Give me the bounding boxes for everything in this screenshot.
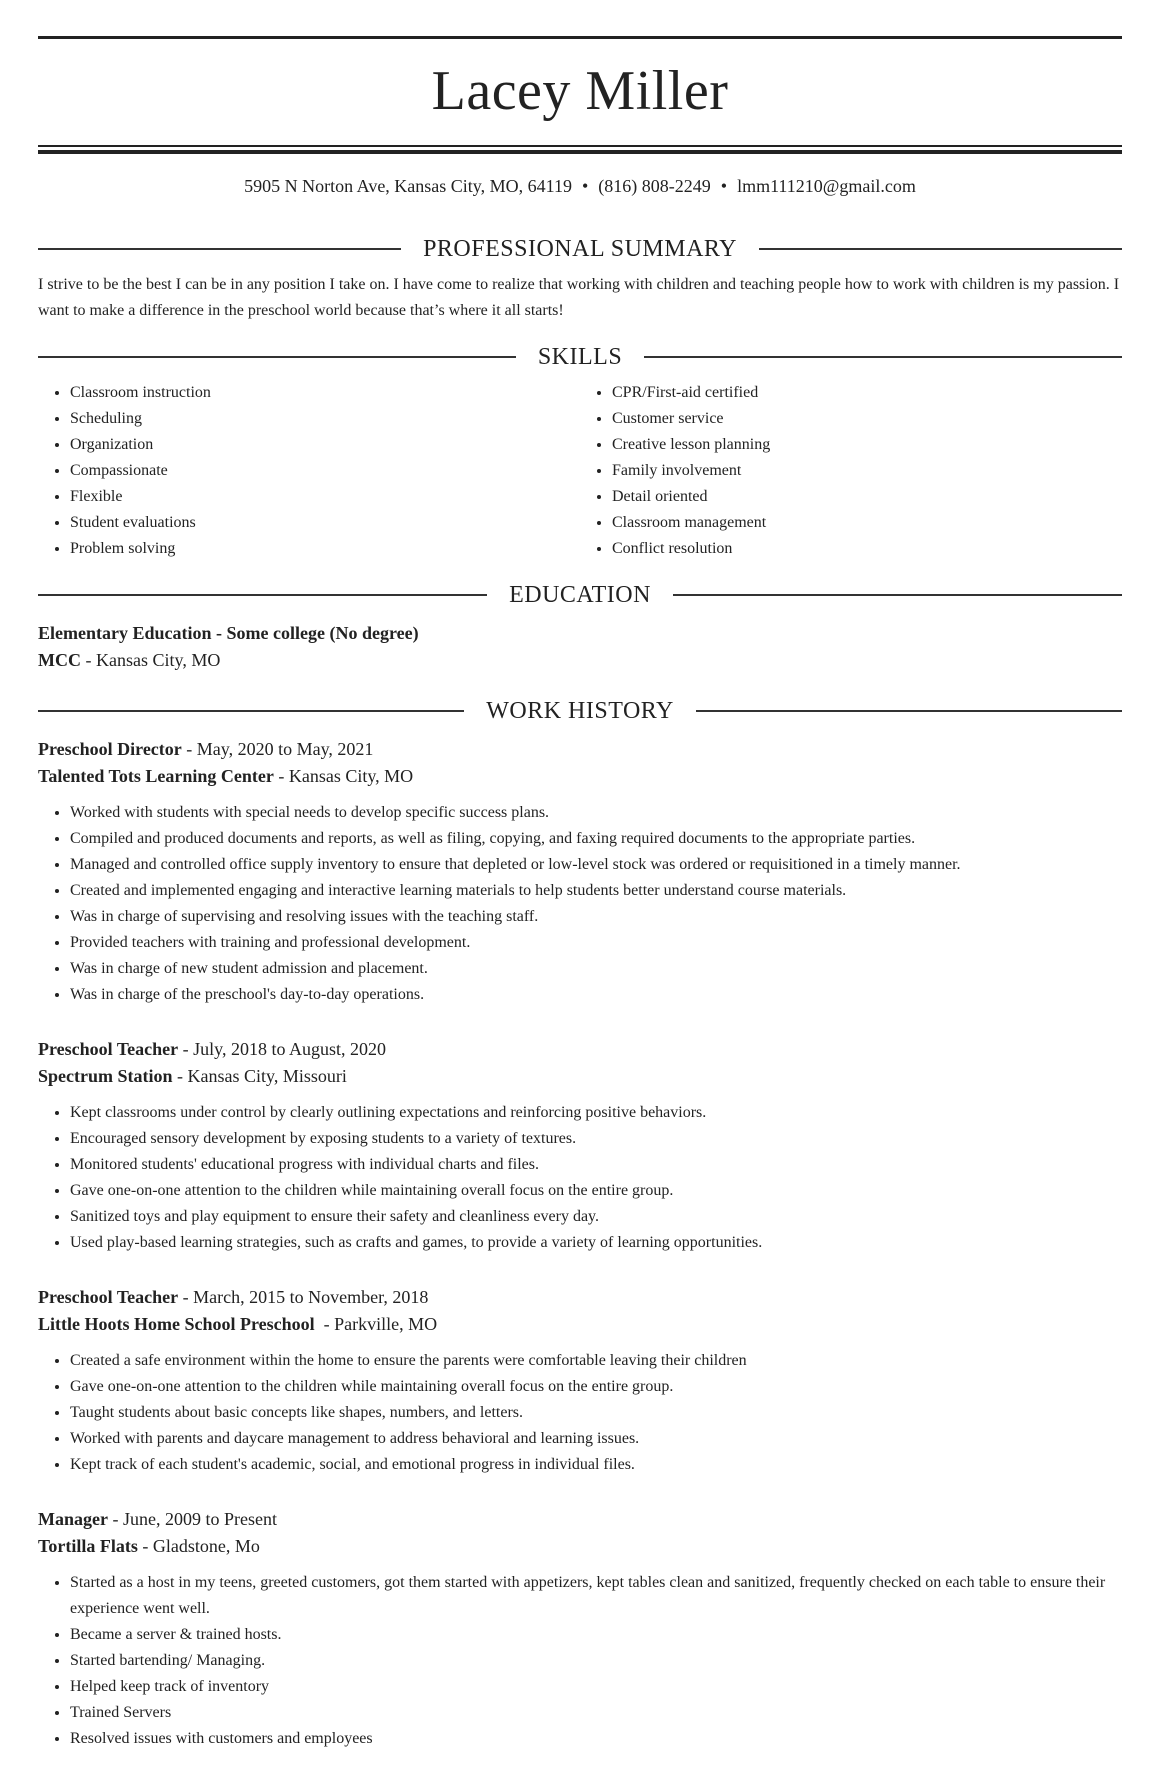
skill-item: • Customer service xyxy=(612,406,1122,432)
section-header-summary xyxy=(38,234,1122,264)
job-bullet: • Resolved issues with customers and employees xyxy=(70,1726,1122,1752)
skill-item: • Scheduling xyxy=(70,406,580,432)
contact-phone: (816) 808-2249 xyxy=(598,176,711,196)
skill-item: • Compassionate xyxy=(70,458,580,484)
contact-address: 5905 N Norton Ave, Kansas City, MO, 64119 xyxy=(244,176,572,196)
skills-column-right xyxy=(580,380,1122,562)
job-bullet: • Used play-based learning strategies, such as crafts and games, to provide a variety of learning opportunities. xyxy=(70,1230,1122,1256)
contact-separator: • xyxy=(581,176,589,196)
job-entry xyxy=(38,736,1122,1008)
job-bullet: • Worked with students with special needs to develop specific success plans. xyxy=(70,800,1122,826)
education-degree: Elementary Education - Some college (No degree) xyxy=(38,623,419,643)
job-employer-location: Little Hoots Home School Preschool - Parkville, MO xyxy=(38,1314,438,1334)
job-employer-location: Spectrum Station - Kansas City, Missouri xyxy=(38,1066,347,1086)
section-rule xyxy=(38,248,401,250)
skills-list xyxy=(38,380,1122,562)
job-role-dates: Preschool Teacher - July, 2018 to August, 2020 xyxy=(38,1039,386,1059)
job-bullet: • Started bartending/ Managing. xyxy=(70,1648,1122,1674)
job-bullet: • Became a server & trained hosts. xyxy=(70,1622,1122,1648)
section-rule xyxy=(38,710,464,712)
job-bullet: • Compiled and produced documents and reports, as well as filing, copying, and faxing required documents to the appropriate parties. xyxy=(70,826,1122,852)
education-school: MCC - Kansas City, MO xyxy=(38,650,221,670)
section-title: PROFESSIONAL SUMMARY xyxy=(423,235,737,262)
contact-info xyxy=(38,176,1122,200)
job-bullet: • Was in charge of supervising and resolving issues with the teaching staff. xyxy=(70,904,1122,930)
skill-item: • Problem solving xyxy=(70,536,580,562)
candidate-name: Lacey Miller xyxy=(431,60,729,122)
section-rule xyxy=(673,594,1122,596)
education-entry xyxy=(38,620,1122,674)
section-rule xyxy=(644,356,1122,358)
job-bullet: • Trained Servers xyxy=(70,1700,1122,1726)
job-bullet: • Monitored students' educational progress with individual charts and files. xyxy=(70,1152,1122,1178)
job-role-dates: Manager - June, 2009 to Present xyxy=(38,1509,277,1529)
section-title: EDUCATION xyxy=(509,581,651,608)
section-rule xyxy=(696,710,1122,712)
contact-separator: • xyxy=(720,176,728,196)
skill-item: • Family involvement xyxy=(612,458,1122,484)
section-header-skills xyxy=(38,342,1122,372)
resume-page xyxy=(38,0,1122,1752)
skill-item: • Detail oriented xyxy=(612,484,1122,510)
job-bullet: • Created and implemented engaging and interactive learning materials to help students better understand course materials. xyxy=(70,878,1122,904)
job-bullet: • Managed and controlled office supply inventory to ensure that depleted or low-level stock was ordered or requisitioned in a timely manner. xyxy=(70,852,1122,878)
job-bullets xyxy=(38,800,1122,1008)
job-entry xyxy=(38,1284,1122,1478)
job-bullet: • Helped keep track of inventory xyxy=(70,1674,1122,1700)
job-bullet: • Worked with parents and daycare management to address behavioral and learning issues. xyxy=(70,1426,1122,1452)
section-title: SKILLS xyxy=(537,343,623,370)
summary-text: I strive to be the best I can be in any position I take on. I have come to realize that working with children and teaching people how to work with children is my passion. I want to make a difference in the preschool world because that’s where it all starts! xyxy=(38,276,1120,319)
job-bullet: • Started as a host in my teens, greeted customers, got them started with appetizers, kept tables clean and sanitized, frequently checked on each table to ensure their experience went well. xyxy=(70,1570,1122,1622)
skills-column-left xyxy=(38,380,580,562)
skill-item: • Classroom instruction xyxy=(70,380,580,406)
skill-item: • Classroom management xyxy=(612,510,1122,536)
skill-item: • Student evaluations xyxy=(70,510,580,536)
job-bullet: • Taught students about basic concepts like shapes, numbers, and letters. xyxy=(70,1400,1122,1426)
section-title: WORK HISTORY xyxy=(486,697,674,724)
job-bullet: • Sanitized toys and play equipment to ensure their safety and cleanliness every day. xyxy=(70,1204,1122,1230)
job-employer-location: Tortilla Flats - Gladstone, Mo xyxy=(38,1536,260,1556)
skill-item: • CPR/First-aid certified xyxy=(612,380,1122,406)
job-bullets xyxy=(38,1348,1122,1478)
section-rule xyxy=(38,356,516,358)
section-rule xyxy=(38,594,487,596)
job-bullet: • Was in charge of the preschool's day-to-day operations. xyxy=(70,982,1122,1008)
job-bullet: • Kept classrooms under control by clearly outlining expectations and reinforcing positive behaviors. xyxy=(70,1100,1122,1126)
job-bullet: • Gave one-on-one attention to the children while maintaining overall focus on the entire group. xyxy=(70,1374,1122,1400)
job-bullet: • Kept track of each student's academic, social, and emotional progress in individual files. xyxy=(70,1452,1122,1478)
job-employer-location: Talented Tots Learning Center - Kansas City, MO xyxy=(38,766,414,786)
job-bullet: • Provided teachers with training and professional development. xyxy=(70,930,1122,956)
header-double-rule xyxy=(38,145,1122,154)
section-header-education xyxy=(38,580,1122,610)
job-bullet: • Gave one-on-one attention to the children while maintaining overall focus on the entire group. xyxy=(70,1178,1122,1204)
job-entry xyxy=(38,1506,1122,1752)
section-header-work-history xyxy=(38,696,1122,726)
job-bullet: • Encouraged sensory development by exposing students to a variety of textures. xyxy=(70,1126,1122,1152)
contact-email: lmm111210@gmail.com xyxy=(737,176,916,196)
section-rule xyxy=(759,248,1122,250)
skill-item: • Creative lesson planning xyxy=(612,432,1122,458)
job-role-dates: Preschool Director - May, 2020 to May, 2021 xyxy=(38,739,374,759)
job-bullets xyxy=(38,1570,1122,1752)
job-bullet: • Was in charge of new student admission and placement. xyxy=(70,956,1122,982)
job-bullet: • Created a safe environment within the home to ensure the parents were comfortable leaving their children xyxy=(70,1348,1122,1374)
job-bullets xyxy=(38,1100,1122,1256)
job-entry xyxy=(38,1036,1122,1256)
skill-item: • Conflict resolution xyxy=(612,536,1122,562)
skill-item: • Organization xyxy=(70,432,580,458)
top-rule xyxy=(38,36,1122,39)
job-role-dates: Preschool Teacher - March, 2015 to November, 2018 xyxy=(38,1287,429,1307)
skill-item: • Flexible xyxy=(70,484,580,510)
